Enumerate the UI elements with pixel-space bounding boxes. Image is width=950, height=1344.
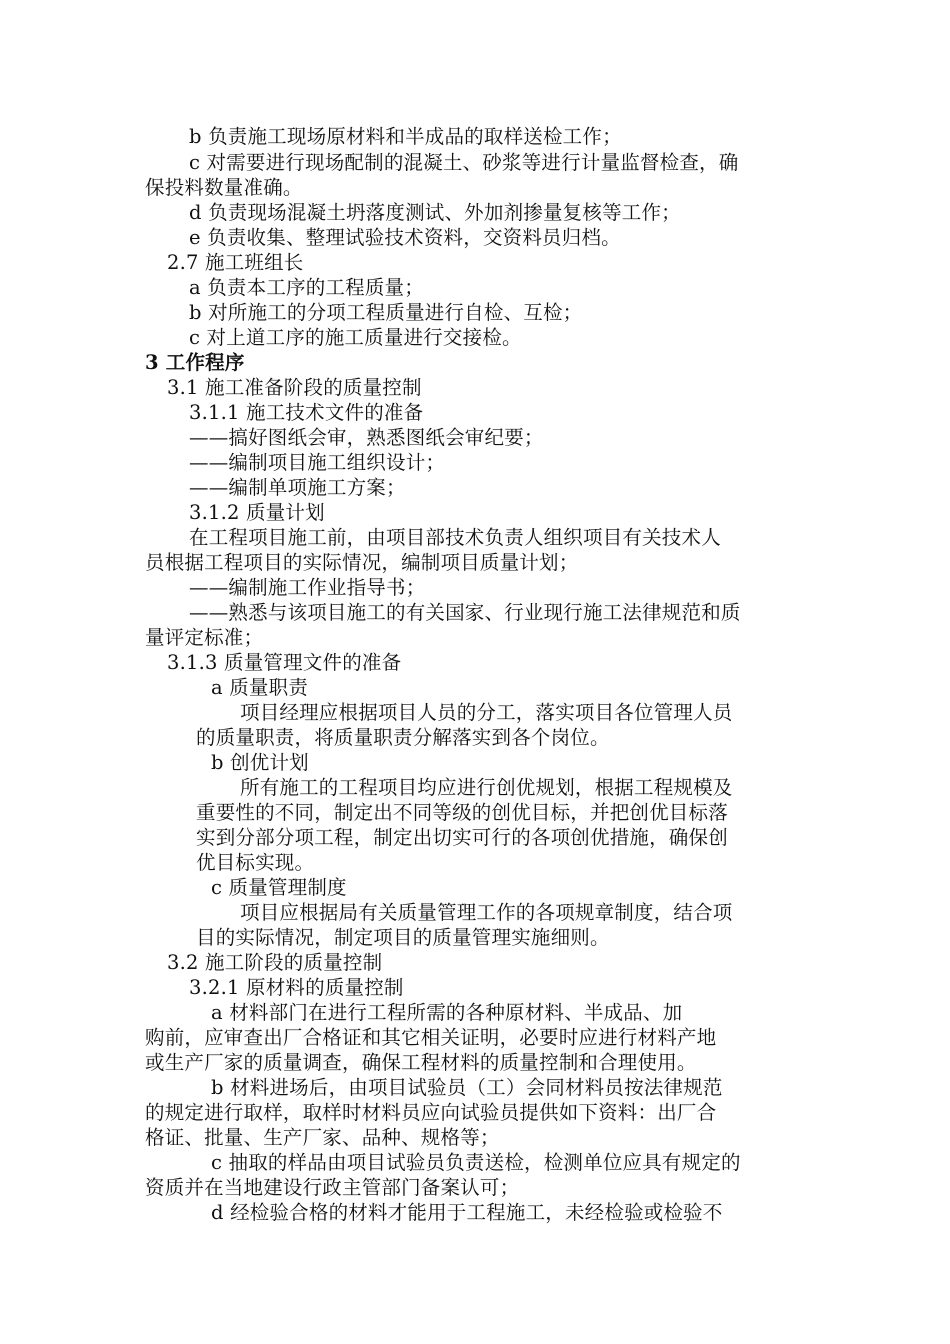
text-line: d 经检验合格的材料才能用于工程施工，未经检验或检验不 — [211, 1201, 723, 1224]
text-line: 格证、批量、生产厂家、品种、规格等； — [145, 1126, 500, 1149]
text-line: 资质并在当地建设行政主管部门备案认可； — [145, 1176, 520, 1199]
chapter-heading: 3 工作程序 — [145, 351, 245, 374]
text-line: ——熟悉与该项目施工的有关国家、行业现行施工法律规范和质 — [189, 601, 741, 624]
text-line: c 对需要进行现场配制的混凝土、砂浆等进行计量监督检查，确 — [189, 151, 739, 174]
text-line: 重要性的不同，制定出不同等级的创优目标，并把创优目标落 — [196, 801, 728, 824]
text-line: a 材料部门在进行工程所需的各种原材料、半成品、加 — [211, 1001, 683, 1024]
subsection-heading: 3.1.3 质量管理文件的准备 — [167, 651, 402, 674]
text-line: 目的实际情况，制定项目的质量管理实施细则。 — [196, 926, 610, 949]
text-line: 保投料数量准确。 — [145, 176, 303, 199]
text-line: c 对上道工序的施工质量进行交接检。 — [189, 326, 522, 349]
text-line: 量评定标准； — [145, 626, 264, 649]
text-line: 购前，应审查出厂合格证和其它相关证明，必要时应进行材料产地 — [145, 1026, 717, 1049]
section-heading: 2.7 施工班组长 — [167, 251, 304, 274]
text-line: 优目标实现。 — [196, 851, 315, 874]
text-line: ——编制项目施工组织设计； — [189, 451, 446, 474]
text-line: 在工程项目施工前，由项目部技术负责人组织项目有关技术人 — [189, 526, 721, 549]
text-line: ——搞好图纸会审，熟悉图纸会审纪要； — [189, 426, 544, 449]
subsection-heading: 3.1.2 质量计划 — [189, 501, 325, 524]
text-line: 的质量职责，将质量职责分解落实到各个岗位。 — [196, 726, 610, 749]
text-line: ——编制施工作业指导书； — [189, 576, 426, 599]
item-heading: c 质量管理制度 — [211, 876, 347, 899]
text-line: b 材料进场后，由项目试验员（工）会同材料员按法律规范 — [211, 1076, 723, 1099]
text-line: b 负责施工现场原材料和半成品的取样送检工作； — [189, 125, 622, 148]
item-heading: b 创优计划 — [211, 751, 309, 774]
text-line: 项目经理应根据项目人员的分工，落实项目各位管理人员 — [240, 701, 733, 724]
subsection-heading: 3.2.1 原材料的质量控制 — [189, 976, 404, 999]
text-line: e 负责收集、整理试验技术资料，交资料员归档。 — [189, 226, 621, 249]
text-line: a 负责本工序的工程质量； — [189, 276, 424, 299]
text-line: 实到分部分项工程，制定出切实可行的各项创优措施，确保创 — [196, 826, 728, 849]
section-heading: 3.2 施工阶段的质量控制 — [167, 951, 383, 974]
text-line: 所有施工的工程项目均应进行创优规划，根据工程规模及 — [240, 776, 733, 799]
subsection-heading: 3.1.1 施工技术文件的准备 — [189, 401, 424, 424]
text-line: d 负责现场混凝土坍落度测试、外加剂掺量复核等工作； — [189, 201, 681, 224]
text-line: b 对所施工的分项工程质量进行自检、互检； — [189, 301, 583, 324]
text-line: c 抽取的样品由项目试验员负责送检，检测单位应具有规定的 — [211, 1151, 741, 1174]
item-heading: a 质量职责 — [211, 676, 309, 699]
section-heading: 3.1 施工准备阶段的质量控制 — [167, 376, 422, 399]
text-line: 或生产厂家的质量调查，确保工程材料的质量控制和合理使用。 — [145, 1051, 697, 1074]
text-line: 项目应根据局有关质量管理工作的各项规章制度，结合项 — [240, 901, 733, 924]
text-line: 员根据工程项目的实际情况，编制项目质量计划； — [145, 551, 579, 574]
text-line: 的规定进行取样，取样时材料员应向试验员提供如下资料：出厂合 — [145, 1101, 717, 1124]
text-line: ——编制单项施工方案； — [189, 476, 406, 499]
